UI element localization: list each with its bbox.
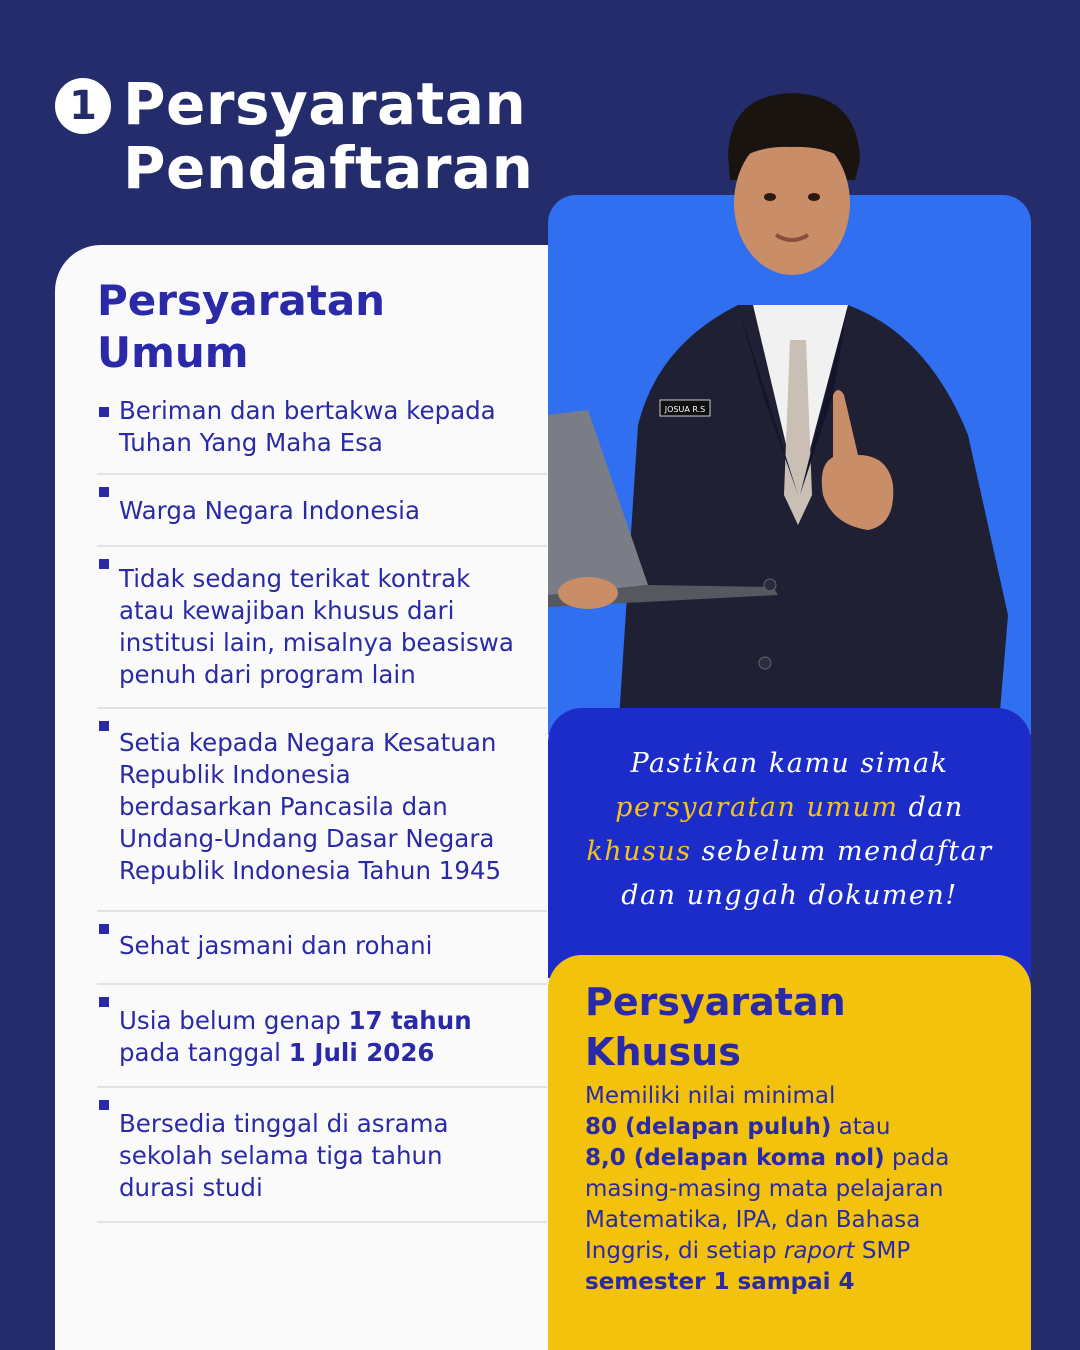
step-number-badge: 1 [55, 78, 111, 134]
page-title-line-1: Persyaratan [123, 70, 527, 138]
list-item: Tidak sedang terikat kontrak atau kewajiban khusus dari institusi lain, misalnya beasiswa penuh dari program lain [97, 547, 547, 709]
reminder-line-4: dan unggah dokumen! [621, 880, 958, 911]
general-requirements-list [97, 395, 547, 1223]
reminder-line-1: Pastikan kamu simak [630, 748, 949, 779]
student-head [700, 85, 880, 285]
list-item: Bersedia tinggal di asrama sekolah selama tiga tahun durasi studi [97, 1088, 547, 1223]
general-requirements-title [97, 275, 385, 379]
list-item: Setia kepada Negara Kesatuan Republik Indonesia berdasarkan Pancasila dan Undang-Undang Dasar Negara Republik Indonesia Tahun 1945 [97, 709, 547, 912]
general-title-line-2: Umum [97, 328, 249, 377]
special-requirements-text: Memiliki nilai minimal 80 (delapan puluh) atau 8,0 (delapan koma nol) pada masing-masing mata pelajaran Matematika, IPA, dan Bahasa Inggris, di setiap raport SMP semester 1 sampai 4 [585, 1083, 950, 1295]
general-title-line-1: Persyaratan [97, 276, 386, 325]
list-item: Usia belum genap 17 tahun pada tanggal 1 Juli 2026 [97, 985, 547, 1088]
special-requirements-card [548, 955, 1031, 1350]
reminder-note [548, 708, 1031, 978]
list-item: Beriman dan bertakwa kepada Tuhan Yang Maha Esa [97, 395, 547, 475]
list-item: Warga Negara Indonesia [97, 475, 547, 547]
name-tag: JOSUA R.S [664, 405, 706, 414]
list-item: Sehat jasmani dan rohani [97, 912, 547, 985]
reminder-line-2: persyaratan umum dan [615, 792, 964, 823]
reminder-line-3: khusus sebelum mendaftar [586, 836, 993, 867]
general-requirements-card [55, 245, 615, 1350]
special-requirements-title: Persyaratan Khusus [585, 980, 846, 1074]
page-title-line-2: Pendaftaran [123, 134, 534, 202]
